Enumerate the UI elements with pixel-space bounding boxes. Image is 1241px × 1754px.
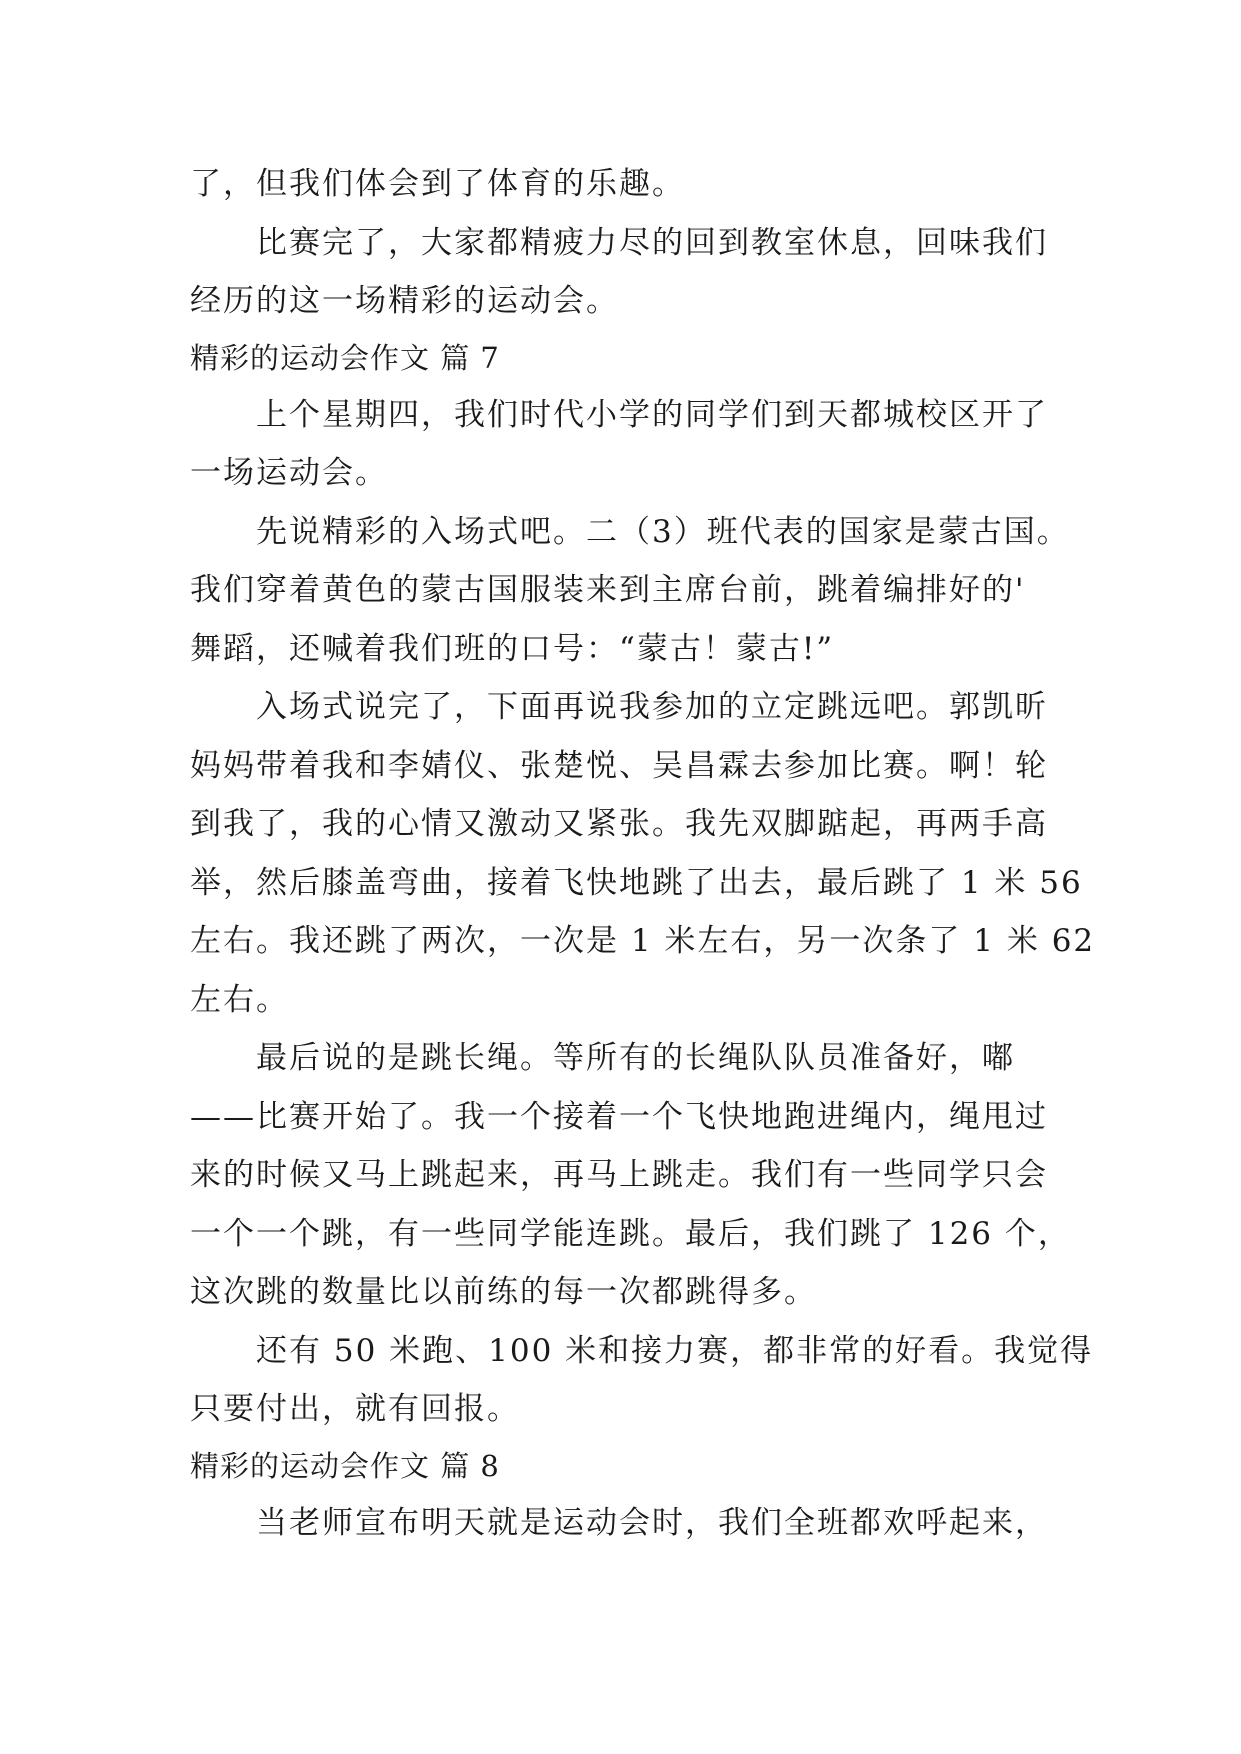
text-line: 左右。 <box>190 981 289 1018</box>
text-line: 先说精彩的入场式吧。二（3）班代表的国家是蒙古国。 <box>256 513 1070 550</box>
text-line: 了，但我们体会到了体育的乐趣。 <box>190 166 685 202</box>
text-line: 上个星期四，我们时代小学的同学们到天都城校区开了 <box>256 396 1048 433</box>
text-line: 最后说的是跳长绳。等所有的长绳队队员准备好，嘟 <box>256 1040 1015 1076</box>
text-line: 到我了，我的心情又激动又紧张。我先双脚踮起，再两手高 <box>190 806 1048 842</box>
text-line: 入场式说完了，下面再说我参加的立定跳远吧。郭凯昕 <box>256 689 1048 725</box>
text-line: 当老师宣布明天就是运动会时，我们全班都欢呼起来， <box>256 1504 1048 1541</box>
text-line: 一个一个跳，有一些同学能连跳。最后，我们跳了 126 个， <box>190 1215 1071 1252</box>
text-line: 举，然后膝盖弯曲，接着飞快地跳了出去，最后跳了 1 米 56 <box>190 864 1083 901</box>
text-line: 这次跳的数量比以前练的每一次都跳得多。 <box>190 1274 817 1310</box>
text-line: 左右。我还跳了两次，一次是 1 米左右，另一次条了 1 米 62 <box>190 923 1096 959</box>
text-line: 我们穿着黄色的蒙古国服装来到主席台前，跳着编排好的' <box>190 572 1026 608</box>
text-line: 舞蹈，还喊着我们班的口号：“蒙古！蒙古!” <box>190 630 835 667</box>
text-line: 妈妈带着我和李婧仪、张楚悦、吴昌霖去参加比赛。啊！轮 <box>190 747 1048 784</box>
text-line: 只要付出，就有回报。 <box>190 1391 520 1427</box>
document-page <box>190 155 1096 1552</box>
text-line: 还有 50 米跑、100 米和接力赛，都非常的好看。我觉得 <box>256 1332 1094 1369</box>
text-line: 经历的这一场精彩的运动会。 <box>190 283 619 319</box>
section-heading: 精彩的运动会作文 篇 8 <box>190 1448 500 1483</box>
text-line: ——比赛开始了。我一个接着一个飞快地跑进绳内，绳甩过 <box>190 1098 1048 1135</box>
text-line: 一场运动会。 <box>190 455 388 491</box>
text-line: 来的时候又马上跳起来，再马上跳走。我们有一些同学只会 <box>190 1157 1048 1193</box>
text-line: 比赛完了，大家都精疲力尽的回到教室休息，回味我们 <box>256 224 1048 261</box>
section-heading: 精彩的运动会作文 篇 7 <box>190 340 500 375</box>
